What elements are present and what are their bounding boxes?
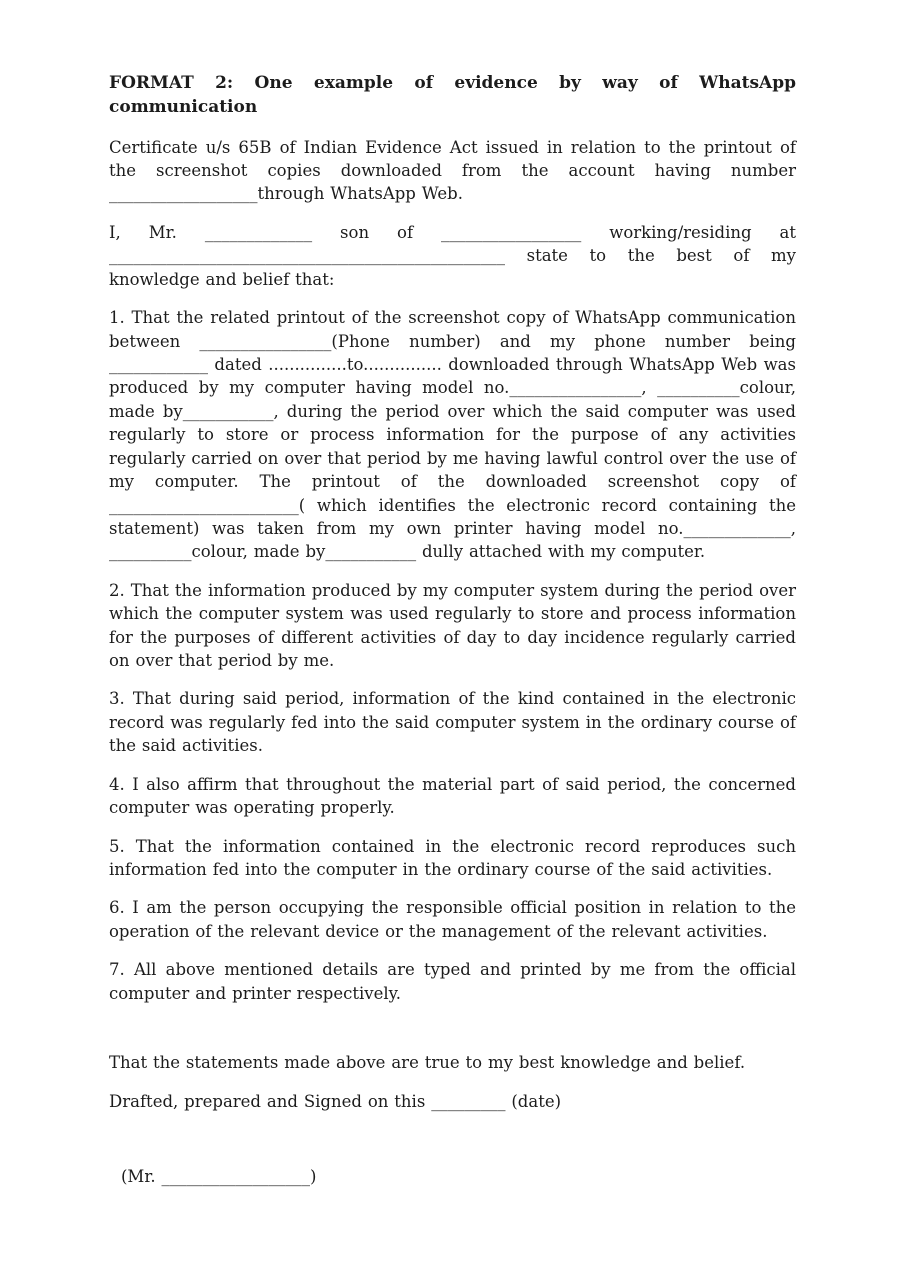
certificate-intro-paragraph: Certificate u/s 65B of Indian Evidence Act issued in relation to the printout of the screenshot copies downloaded from the account having number __________________through WhatsApp Web.: [109, 137, 796, 204]
clause-2-paragraph: 2. That the information produced by my computer system during the period over which the computer system was used regularly to store and process information for the purposes of different activities of day to day incidence regularly carried on over that period by me.: [109, 580, 796, 671]
clause-4-paragraph: 4. I also affirm that throughout the material part of said period, the concerned computer was operating properly.: [109, 774, 796, 818]
clause-3-paragraph: 3. That during said period, information of the kind contained in the electronic record was regularly fed into the said computer system in the ordinary course of the said activities.: [109, 689, 796, 756]
document-heading: FORMAT 2: One example of evidence by way of WhatsApp communication: [109, 73, 796, 117]
clause-6-paragraph: 6. I am the person occupying the responsible official position in relation to the operation of the relevant device or the management of the relevant activities.: [109, 898, 796, 941]
signature-date-line: Drafted, prepared and Signed on this _________ (date): [109, 1091, 562, 1111]
signatory-name-line: (Mr. __________________): [121, 1166, 317, 1186]
clause-5-paragraph: 5. That the information contained in the electronic record reproduces such information fed into the computer in the ordinary course of the said activities.: [109, 836, 796, 879]
closing-statement: That the statements made above are true to my best knowledge and belief.: [109, 1053, 746, 1073]
clause-1-paragraph: 1. That the related printout of the screenshot copy of WhatsApp communication between ________________(Phone number) and my phone number being ____________ dated ...............to............... downloaded through WhatsApp Web was produced by my computer having model no.________________, __________colour, made by___________, during the period over which the said computer was used regularly to store or process information for the purpose of any activities regularly carried on over that period by me having lawful control over the use of my computer. The printout of the downloaded screenshot copy of _______________________( which identifies the electronic record containing the statement) was taken from my own printer having model no._____________, __________colour, made by___________ dully attached with my computer.: [109, 308, 796, 562]
clause-7-paragraph: 7. All above mentioned details are typed and printed by me from the official computer and printer respectively.: [109, 960, 796, 1003]
declarant-paragraph: I, Mr. _____________ son of _________________ working/residing at ________________________________________________ state to the best of my knowledge and belief that:: [109, 222, 796, 289]
